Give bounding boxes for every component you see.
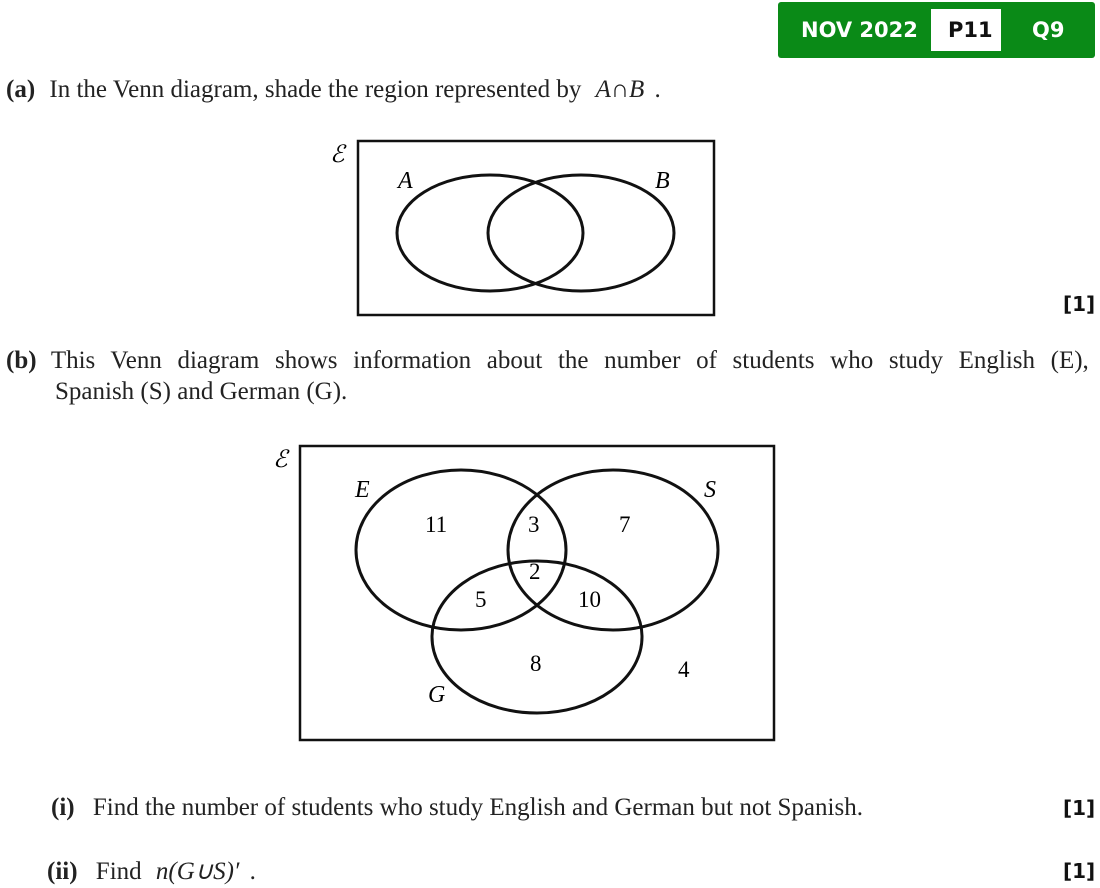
set-b-label: B bbox=[655, 168, 670, 194]
question-ii-expression: n(G∪S)′ bbox=[155, 858, 240, 885]
part-a-expression: A∩B bbox=[595, 76, 645, 103]
region-all-three: 2 bbox=[529, 559, 541, 584]
set-a-label: A bbox=[398, 168, 413, 194]
part-a-label: (a) bbox=[6, 76, 36, 103]
region-s-only: 7 bbox=[619, 512, 631, 537]
region-e-s-only: 3 bbox=[528, 512, 540, 537]
part-a-marks: [1] bbox=[1063, 292, 1096, 316]
question-i-label: (i) bbox=[51, 794, 75, 821]
question-i-text: Find the number of students who study English and German but not Spanish. bbox=[92, 794, 863, 821]
question-ii bbox=[47, 856, 256, 886]
set-e-label: E bbox=[355, 477, 370, 503]
set-e-circle bbox=[356, 470, 566, 630]
question-label: Q9 bbox=[1032, 18, 1065, 42]
region-e-g-only: 5 bbox=[475, 587, 487, 612]
venn-diagram-b bbox=[273, 446, 774, 740]
part-b-line2: Spanish (S) and German (G). bbox=[55, 378, 348, 405]
part-b-intro-line1 bbox=[6, 347, 1089, 375]
part-a-text: In the Venn diagram, shade the region represented by bbox=[49, 76, 582, 103]
part-b-label: (b) bbox=[6, 347, 37, 374]
region-outside: 4 bbox=[678, 657, 690, 682]
question-i bbox=[51, 794, 863, 822]
universal-symbol-a: ℰ bbox=[330, 142, 345, 168]
question-ii-text: Find bbox=[95, 858, 142, 885]
region-e-only: 11 bbox=[425, 512, 448, 537]
set-s-circle bbox=[508, 470, 718, 630]
question-i-marks: [1] bbox=[1063, 796, 1096, 820]
part-a-period: . bbox=[654, 76, 661, 103]
paper-label: P11 bbox=[948, 18, 993, 42]
question-ii-label: (ii) bbox=[47, 858, 78, 885]
set-s-label: S bbox=[704, 477, 716, 503]
region-s-g-only: 10 bbox=[578, 587, 601, 612]
venn-diagram-a bbox=[330, 141, 714, 315]
part-b-line1: This Venn diagram shows information about the number of students who study English (E), bbox=[50, 347, 1089, 374]
session-label: NOV 2022 bbox=[801, 18, 918, 42]
region-g-only: 8 bbox=[530, 651, 542, 676]
question-ii-marks: [1] bbox=[1063, 859, 1096, 883]
set-a-circle bbox=[397, 175, 583, 291]
universal-symbol-b: ℰ bbox=[273, 447, 288, 473]
question-ii-period: . bbox=[249, 858, 256, 885]
set-b-circle bbox=[488, 175, 674, 291]
set-g-label: G bbox=[428, 682, 446, 708]
